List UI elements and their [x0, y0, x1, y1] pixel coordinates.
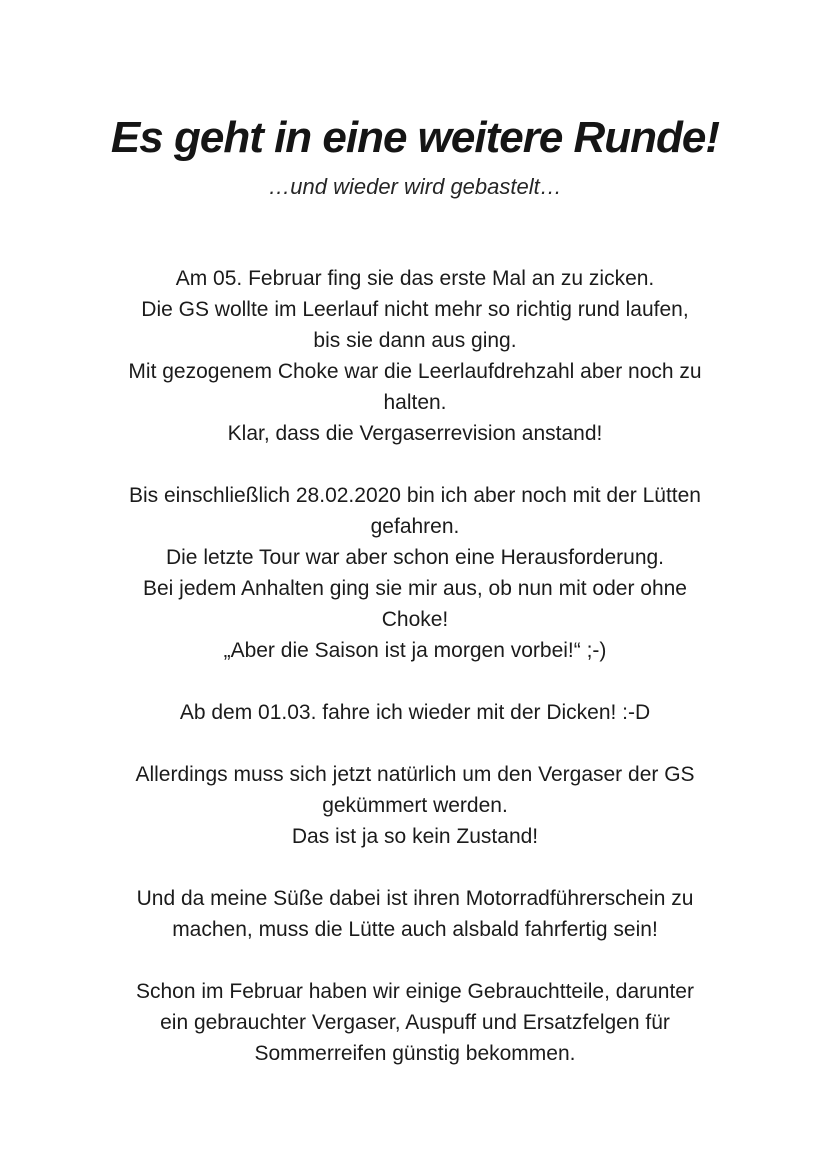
text-line: Sommerreifen günstig bekommen.	[254, 1042, 576, 1066]
text-line: gekümmert werden.	[322, 794, 508, 818]
paragraph	[0, 480, 830, 666]
text-line: Ab dem 01.03. fahre ich wieder mit der Dicken! :-D	[179, 701, 651, 725]
text-line: halten.	[383, 391, 447, 415]
text-line: Mit gezogenem Choke war die Leerlaufdrehzahl aber noch zu	[128, 360, 702, 384]
paragraph	[0, 976, 830, 1069]
text-line: machen, muss die Lütte auch alsbald fahrfertig sein!	[172, 918, 658, 942]
text-line: Klar, dass die Vergaserrevision anstand!	[227, 422, 603, 446]
text-line: bis sie dann aus ging.	[313, 329, 517, 353]
article-body	[0, 263, 830, 1069]
text-line: ein gebrauchter Vergaser, Auspuff und Ersatzfelgen für	[160, 1011, 670, 1035]
page-subtitle: …und wieder wird gebastelt…	[268, 173, 562, 199]
paragraph	[0, 697, 830, 728]
text-line: Schon im Februar haben wir einige Gebrauchtteile, darunter	[136, 980, 694, 1004]
text-line: Bis einschließlich 28.02.2020 bin ich aber noch mit der Lütten	[128, 484, 701, 508]
text-line: gefahren.	[370, 515, 460, 539]
paragraph	[0, 263, 830, 449]
paragraph	[0, 759, 830, 852]
text-line: Bei jedem Anhalten ging sie mir aus, ob nun mit oder ohne	[142, 577, 687, 601]
text-line: „Aber die Saison ist ja morgen vorbei!“ ;-)	[223, 639, 607, 663]
text-line: Das ist ja so kein Zustand!	[291, 825, 539, 849]
page-title: Es geht in eine weitere Runde!	[110, 113, 720, 162]
text-line: Am 05. Februar fing sie das erste Mal an zu zicken.	[175, 267, 655, 291]
text-line: Und da meine Süße dabei ist ihren Motorradführerschein zu	[136, 887, 694, 911]
text-line: Choke!	[381, 608, 449, 632]
text-line: Allerdings muss sich jetzt natürlich um den Vergaser der GS	[135, 763, 695, 787]
text-line: Die GS wollte im Leerlauf nicht mehr so richtig rund laufen,	[141, 298, 689, 322]
text-line: Die letzte Tour war aber schon eine Herausforderung.	[165, 546, 665, 570]
paragraph	[0, 883, 830, 945]
